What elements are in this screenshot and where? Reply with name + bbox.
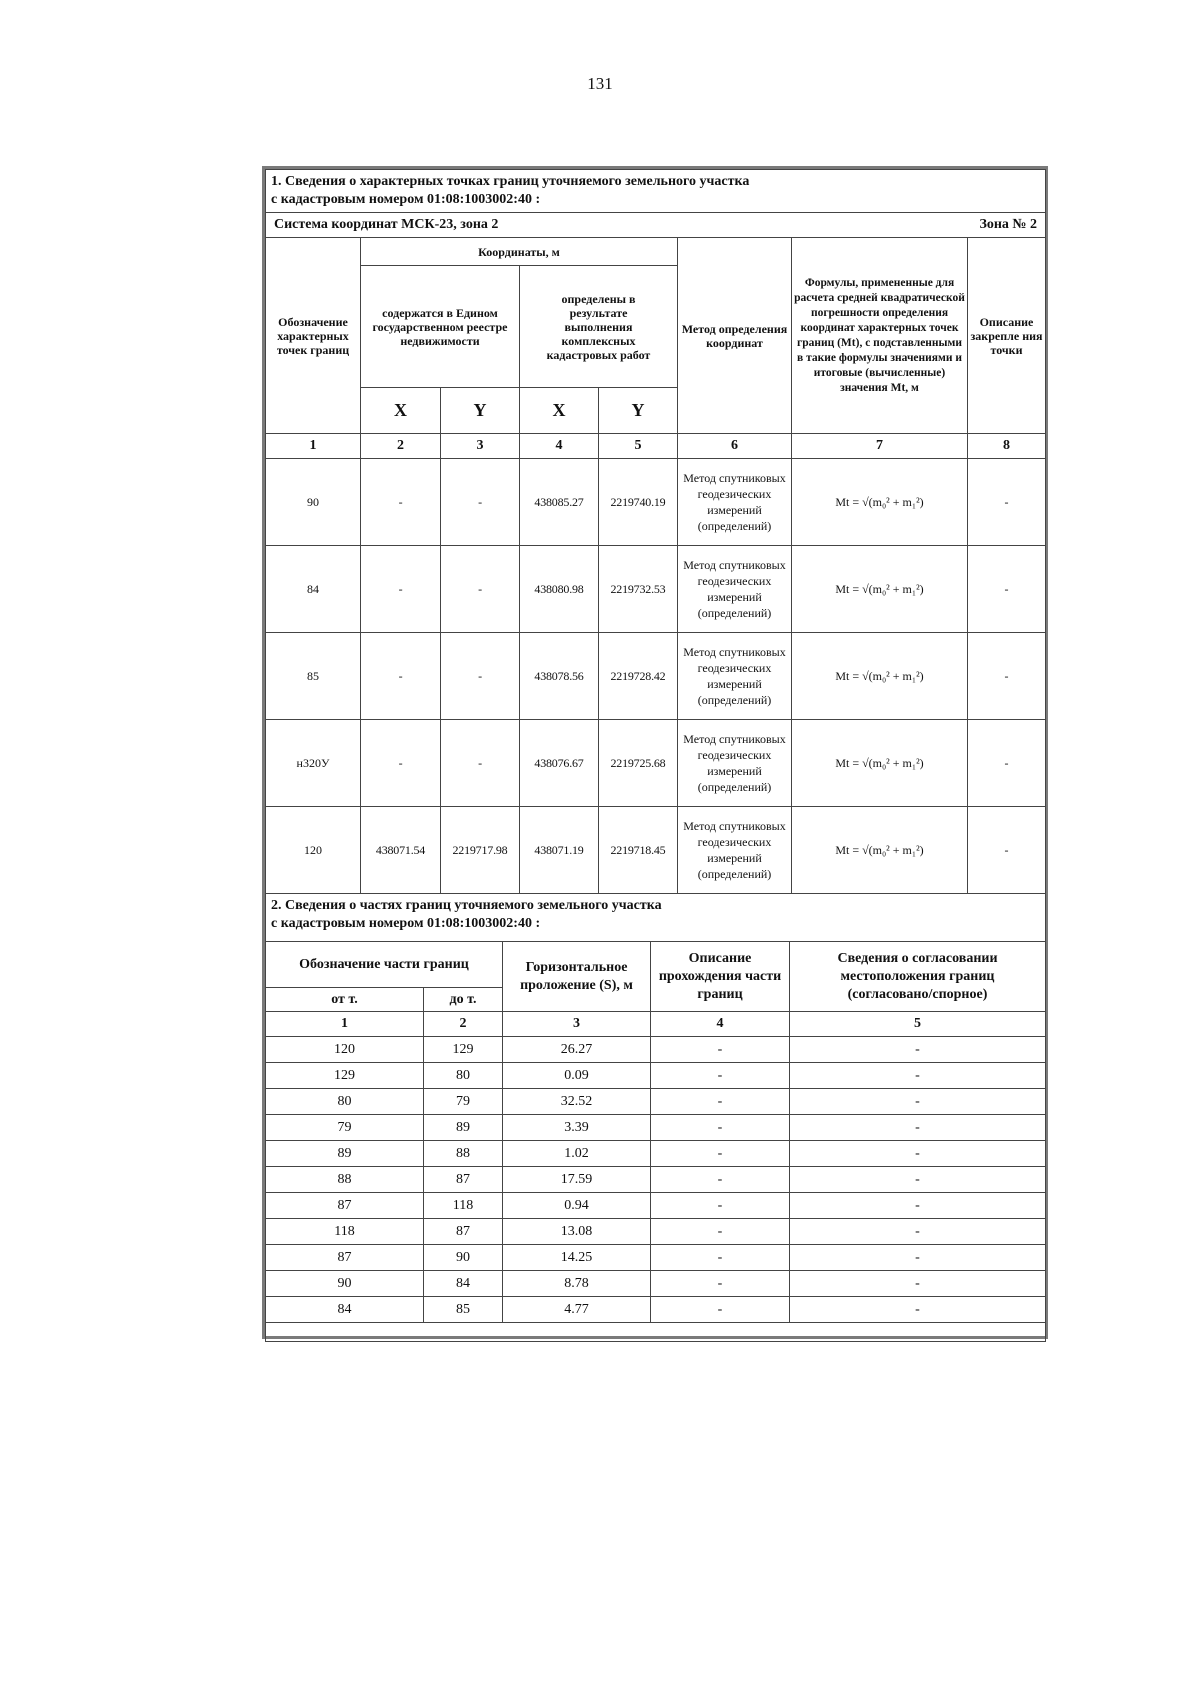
table-footer-spacer [266, 1323, 1046, 1342]
point-id: 120 [266, 807, 361, 894]
part-row [266, 1245, 1046, 1271]
col-number: 5 [599, 434, 678, 459]
col-number: 4 [651, 1012, 790, 1037]
agreement-value: - [790, 1271, 1046, 1297]
egrn-x: - [361, 459, 441, 546]
header-point: Обозначение характерных точек границ [266, 238, 361, 434]
distance-value: 1.02 [503, 1141, 651, 1167]
header-part: Обозначение части границ [266, 942, 503, 988]
header-egrn: содержатся в Едином государственном реестре недвижимости [361, 266, 520, 388]
agreement-value: - [790, 1037, 1046, 1063]
formula-cell: Mt = √(m₀² + m₁²) [792, 807, 968, 894]
part-row [266, 1141, 1046, 1167]
parts-table [265, 894, 1046, 1342]
from-point: 88 [266, 1167, 424, 1193]
distance-value: 13.08 [503, 1219, 651, 1245]
agreement-value: - [790, 1063, 1046, 1089]
point-id: 85 [266, 633, 361, 720]
part-description: - [651, 1245, 790, 1271]
col-number: 7 [792, 434, 968, 459]
header-formula: Формулы, примененные для расчета средней квадратической погрешности определения координат характерных точек границ (Mt), с подставленными в такие формулы значениями и итоговые (вычисленные) значения Mt, м [792, 238, 968, 434]
point-description: - [968, 459, 1046, 546]
distance-value: 26.27 [503, 1037, 651, 1063]
page-number: 131 [587, 74, 613, 93]
distance-value: 8.78 [503, 1271, 651, 1297]
agreement-value: - [790, 1219, 1046, 1245]
distance-value: 14.25 [503, 1245, 651, 1271]
works-y: 2219732.53 [599, 546, 678, 633]
distance-value: 3.39 [503, 1115, 651, 1141]
from-point: 87 [266, 1193, 424, 1219]
from-point: 118 [266, 1219, 424, 1245]
part-row [266, 1193, 1046, 1219]
part-row [266, 1037, 1046, 1063]
part-row [266, 1297, 1046, 1323]
part-row [266, 1089, 1046, 1115]
from-point: 90 [266, 1271, 424, 1297]
part-row [266, 1063, 1046, 1089]
works-y: 2219740.19 [599, 459, 678, 546]
point-row [266, 546, 1046, 633]
col-number: 8 [968, 434, 1046, 459]
works-x: 438076.67 [520, 720, 599, 807]
part-description: - [651, 1063, 790, 1089]
from-point: 87 [266, 1245, 424, 1271]
from-point: 129 [266, 1063, 424, 1089]
to-point: 79 [424, 1089, 503, 1115]
coordinate-system: Система координат МСК-23, зона 2 [266, 213, 792, 238]
points-table [265, 169, 1046, 894]
agreement-value: - [790, 1141, 1046, 1167]
works-y: 2219725.68 [599, 720, 678, 807]
method-cell: Метод спутниковых геодезических измерений (определений) [678, 459, 792, 546]
agreement-value: - [790, 1089, 1046, 1115]
works-y: 2219728.42 [599, 633, 678, 720]
section2-title [266, 894, 1046, 942]
point-description: - [968, 546, 1046, 633]
header-y1: Y [441, 388, 520, 434]
section2-title-line2: с кадастровым номером 01:08:1003002:40 : [271, 916, 541, 931]
works-y: 2219718.45 [599, 807, 678, 894]
method-cell: Метод спутниковых геодезических измерений (определений) [678, 807, 792, 894]
header-coords: Координаты, м [361, 238, 678, 266]
header-to: до т. [424, 988, 503, 1012]
point-row [266, 633, 1046, 720]
agreement-value: - [790, 1245, 1046, 1271]
header-x1: X [361, 388, 441, 434]
from-point: 89 [266, 1141, 424, 1167]
works-x: 438085.27 [520, 459, 599, 546]
from-point: 120 [266, 1037, 424, 1063]
to-point: 88 [424, 1141, 503, 1167]
col-number: 3 [503, 1012, 651, 1037]
agreement-value: - [790, 1193, 1046, 1219]
from-point: 79 [266, 1115, 424, 1141]
header-x2: X [520, 388, 599, 434]
part-description: - [651, 1167, 790, 1193]
egrn-x: - [361, 633, 441, 720]
from-point: 80 [266, 1089, 424, 1115]
document-frame [262, 166, 1048, 1339]
egrn-x: - [361, 720, 441, 807]
part-description: - [651, 1193, 790, 1219]
egrn-x: 438071.54 [361, 807, 441, 894]
egrn-y: - [441, 633, 520, 720]
from-point: 84 [266, 1297, 424, 1323]
header-works: определены в результате выполнения комплексных кадастровых работ [520, 266, 678, 388]
col-number: 6 [678, 434, 792, 459]
to-point: 118 [424, 1193, 503, 1219]
point-row [266, 720, 1046, 807]
header-method: Метод определения координат [678, 238, 792, 434]
works-x: 438078.56 [520, 633, 599, 720]
to-point: 85 [424, 1297, 503, 1323]
header-y2: Y [599, 388, 678, 434]
distance-value: 32.52 [503, 1089, 651, 1115]
point-row [266, 807, 1046, 894]
header-description: Описание закрепле ния точки [968, 238, 1046, 434]
to-point: 87 [424, 1219, 503, 1245]
point-description: - [968, 720, 1046, 807]
point-id: н320У [266, 720, 361, 807]
egrn-y: - [441, 459, 520, 546]
col-number: 1 [266, 1012, 424, 1037]
col-number: 2 [361, 434, 441, 459]
to-point: 90 [424, 1245, 503, 1271]
distance-value: 4.77 [503, 1297, 651, 1323]
to-point: 80 [424, 1063, 503, 1089]
formula-cell: Mt = √(m₀² + m₁²) [792, 546, 968, 633]
distance-value: 0.94 [503, 1193, 651, 1219]
method-cell: Метод спутниковых геодезических измерений (определений) [678, 633, 792, 720]
part-description: - [651, 1089, 790, 1115]
egrn-y: - [441, 720, 520, 807]
part-description: - [651, 1297, 790, 1323]
formula-cell: Mt = √(m₀² + m₁²) [792, 633, 968, 720]
to-point: 89 [424, 1115, 503, 1141]
egrn-x: - [361, 546, 441, 633]
distance-value: 17.59 [503, 1167, 651, 1193]
header-agreement: Сведения о согласовании местоположения границ (согласовано/спорное) [790, 942, 1046, 1012]
col-number: 2 [424, 1012, 503, 1037]
section1-title-line1: 1. Сведения о характерных точках границ уточняемого земельного участка [271, 174, 750, 189]
part-row [266, 1115, 1046, 1141]
part-description: - [651, 1141, 790, 1167]
col-number: 3 [441, 434, 520, 459]
col-number: 4 [520, 434, 599, 459]
section2-title-line1: 2. Сведения о частях границ уточняемого земельного участка [271, 898, 662, 913]
point-id: 90 [266, 459, 361, 546]
part-description: - [651, 1115, 790, 1141]
formula-cell: Mt = √(m₀² + m₁²) [792, 459, 968, 546]
header-part-description: Описание прохождения части границ [651, 942, 790, 1012]
zone-label: Зона № 2 [792, 213, 1046, 238]
section1-title-line2: с кадастровым номером 01:08:1003002:40 : [271, 192, 541, 207]
header-from: от т. [266, 988, 424, 1012]
to-point: 84 [424, 1271, 503, 1297]
point-row [266, 459, 1046, 546]
formula-cell: Mt = √(m₀² + m₁²) [792, 720, 968, 807]
egrn-y: 2219717.98 [441, 807, 520, 894]
to-point: 129 [424, 1037, 503, 1063]
agreement-value: - [790, 1167, 1046, 1193]
header-distance: Горизонтальное проложение (S), м [503, 942, 651, 1012]
part-row [266, 1219, 1046, 1245]
section1-title [266, 170, 1046, 213]
part-description: - [651, 1271, 790, 1297]
works-x: 438071.19 [520, 807, 599, 894]
distance-value: 0.09 [503, 1063, 651, 1089]
point-description: - [968, 633, 1046, 720]
method-cell: Метод спутниковых геодезических измерений (определений) [678, 546, 792, 633]
col-number: 5 [790, 1012, 1046, 1037]
part-row [266, 1167, 1046, 1193]
part-description: - [651, 1219, 790, 1245]
point-id: 84 [266, 546, 361, 633]
agreement-value: - [790, 1115, 1046, 1141]
point-description: - [968, 807, 1046, 894]
works-x: 438080.98 [520, 546, 599, 633]
part-row [266, 1271, 1046, 1297]
col-number: 1 [266, 434, 361, 459]
agreement-value: - [790, 1297, 1046, 1323]
method-cell: Метод спутниковых геодезических измерений (определений) [678, 720, 792, 807]
to-point: 87 [424, 1167, 503, 1193]
part-description: - [651, 1037, 790, 1063]
egrn-y: - [441, 546, 520, 633]
